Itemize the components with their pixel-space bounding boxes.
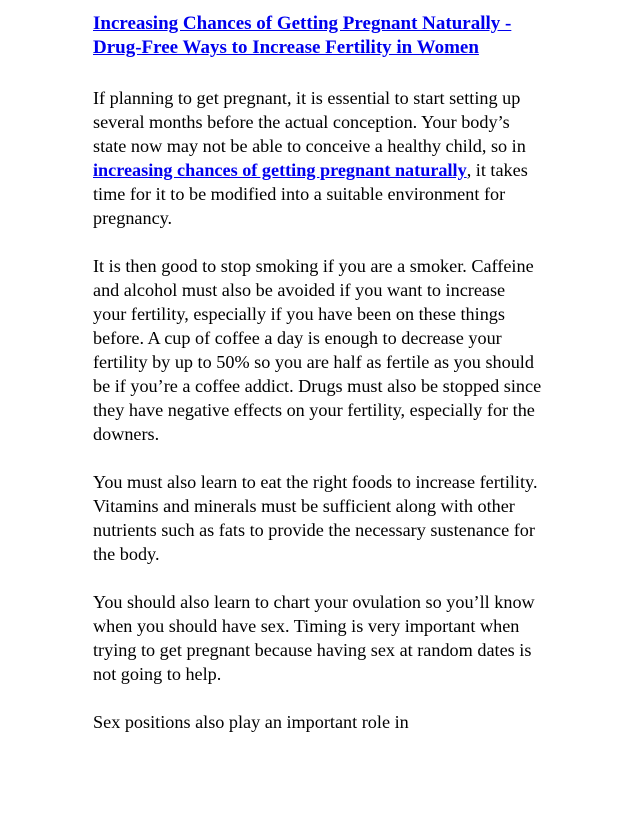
paragraph-1 — [93, 86, 543, 230]
paragraph-3: You must also learn to eat the right foods to increase fertility. Vitamins and minerals must be sufficient along with other nutrients such as fats to provide the necessary sustenance for the body. — [93, 472, 538, 564]
document-page — [93, 12, 543, 734]
paragraph-1-text-before: If planning to get pregnant, it is essential to start setting up several months before the actual conception. Your body’s state now may not be able to conceive a healthy child, so in — [93, 88, 526, 156]
paragraph-4: You should also learn to chart your ovulation so you’ll know when you should have sex. Timing is very important when trying to get pregnant because having sex at random dates is not going to help. — [93, 592, 535, 684]
increasing-chances-link[interactable]: increasing chances of getting pregnant naturally — [93, 160, 467, 180]
paragraph-5: Sex positions also play an important role in — [93, 712, 409, 732]
paragraph-1-text-after: , it takes time for it to be modified into a suitable environment for pregnancy. — [93, 160, 528, 228]
article-title-link[interactable]: Increasing Chances of Getting Pregnant Naturally - Drug-Free Ways to Increase Fertility in Women — [93, 13, 512, 58]
paragraph-2: It is then good to stop smoking if you are a smoker. Caffeine and alcohol must also be avoided if you want to increase your fertility, especially if you have been on these things before. A cup of coffee a day is enough to decrease your fertility by up to 50% so you are half as fertile as you should be if you’re a coffee addict. Drugs must also be stopped since they have negative effects on your fertility, especially for the downers. — [93, 256, 542, 444]
